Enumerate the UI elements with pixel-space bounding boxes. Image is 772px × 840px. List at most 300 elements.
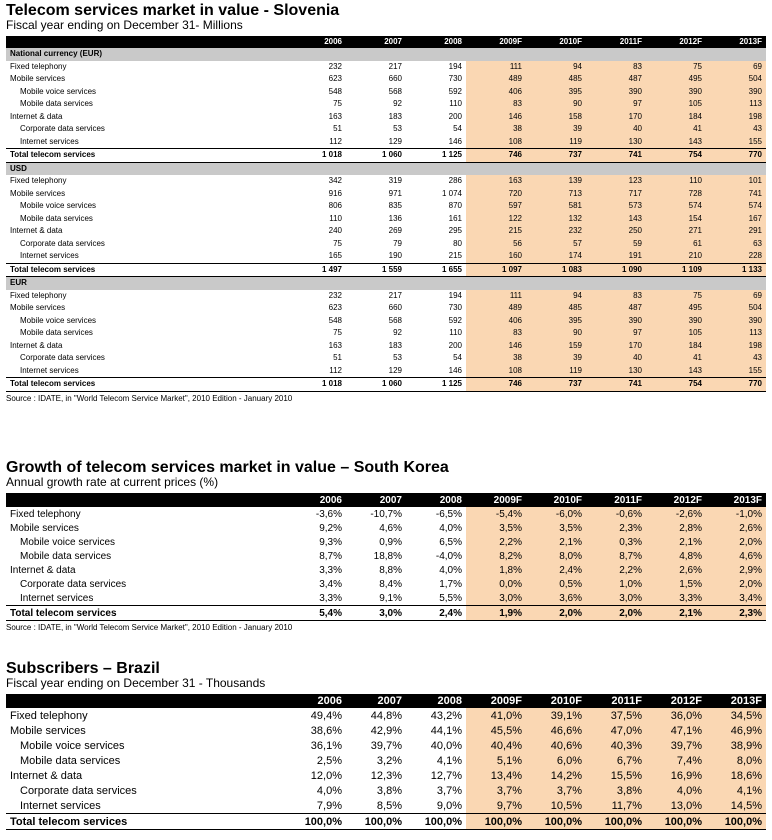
value-cell: 3,7% — [526, 783, 586, 798]
value-cell: 485 — [526, 73, 586, 86]
value-cell: 754 — [646, 378, 706, 392]
value-cell: 37,5% — [586, 708, 646, 723]
value-cell: 390 — [706, 86, 766, 99]
table-row — [6, 327, 766, 340]
block-heading-filler — [526, 48, 586, 61]
value-cell: 741 — [586, 378, 646, 392]
section-south-korea — [6, 459, 766, 633]
value-cell: 92 — [393, 99, 402, 109]
value-cell: 54 — [453, 353, 462, 363]
year-header: 2009F — [466, 694, 526, 708]
table-row — [6, 238, 766, 251]
value-cell: 16,9% — [646, 768, 706, 783]
row-label: Internet & data — [10, 769, 83, 782]
value-cell: 12,3% — [370, 769, 402, 782]
value-cell: 3,8% — [586, 783, 646, 798]
value-cell: 47,0% — [586, 723, 646, 738]
value-cell: 45,5% — [466, 723, 526, 738]
table-row — [6, 352, 766, 365]
value-cell: 737 — [526, 149, 586, 163]
value-cell: 7,4% — [646, 753, 706, 768]
value-cell: -6,0% — [526, 507, 586, 521]
value-cell: 105 — [646, 98, 706, 111]
value-cell: 395 — [526, 86, 586, 99]
value-cell: 100,0% — [346, 814, 406, 830]
value-cell: 75 — [646, 61, 706, 74]
value-cell: 61 — [646, 238, 706, 251]
value-cell: 2,0% — [586, 606, 646, 621]
section-brazil — [6, 660, 766, 830]
value-cell: 155 — [706, 365, 766, 378]
value-cell: 167 — [706, 213, 766, 226]
section-slovenia — [6, 2, 766, 404]
value-cell: 69 — [706, 61, 766, 74]
value-cell: 108 — [466, 365, 526, 378]
value-cell: 4,8% — [646, 549, 706, 563]
value-cell: 390 — [586, 86, 646, 99]
header-empty-cell — [6, 36, 286, 48]
value-cell: 38,6% — [310, 724, 342, 737]
value-cell: 46,9% — [706, 723, 766, 738]
value-cell: 174 — [526, 250, 586, 263]
value-cell: 160 — [466, 250, 526, 263]
value-cell: 2,3% — [586, 521, 646, 535]
value-cell: 8,5% — [376, 799, 402, 812]
value-cell: 4,1% — [436, 754, 462, 767]
value-cell: 75 — [333, 328, 342, 338]
value-cell: 737 — [526, 378, 586, 392]
row-label: Total telecom services — [6, 606, 286, 621]
table-row — [6, 250, 766, 263]
year-header: 2013F — [706, 36, 766, 48]
total-row — [6, 263, 766, 277]
value-cell: 568 — [388, 315, 402, 325]
year-header: 2010F — [526, 36, 586, 48]
value-cell: 63 — [706, 238, 766, 251]
value-cell: 143 — [646, 136, 706, 149]
value-cell: 4,0% — [646, 783, 706, 798]
value-cell: 2,2% — [586, 563, 646, 577]
value-cell: 39,7% — [370, 739, 402, 752]
value-cell: 1 097 — [466, 263, 526, 277]
table-row — [6, 290, 766, 303]
table-row — [6, 175, 766, 188]
value-cell: 215 — [466, 225, 526, 238]
table-row — [6, 535, 766, 549]
value-cell: 741 — [586, 149, 646, 163]
value-cell: 3,0% — [346, 606, 406, 621]
value-cell: 75 — [333, 238, 342, 248]
value-cell: 8,8% — [379, 564, 402, 576]
value-cell: 41 — [646, 352, 706, 365]
value-cell: 5,5% — [439, 592, 462, 604]
table-row — [6, 188, 766, 201]
value-cell: 57 — [526, 238, 586, 251]
block-heading-filler — [706, 48, 766, 61]
row-label: Corporate data services — [20, 353, 105, 363]
value-cell: 395 — [526, 315, 586, 328]
value-cell: 163 — [466, 175, 526, 188]
value-cell: 746 — [466, 149, 526, 163]
value-cell: 159 — [526, 340, 586, 353]
value-cell: 36,0% — [646, 708, 706, 723]
value-cell: 100,0% — [526, 814, 586, 830]
total-row — [6, 606, 766, 621]
value-cell: 4,0% — [316, 784, 342, 797]
table-row — [6, 225, 766, 238]
value-cell: 111 — [466, 290, 526, 303]
row-label: Total telecom services — [6, 263, 286, 277]
value-cell: 390 — [646, 86, 706, 99]
row-label: Fixed telephony — [10, 709, 88, 722]
value-cell: 97 — [586, 327, 646, 340]
value-cell: 112 — [329, 365, 342, 375]
value-cell: 8,7% — [586, 549, 646, 563]
block-heading-filler — [706, 277, 766, 290]
value-cell: 194 — [448, 290, 462, 300]
year-header: 2008 — [406, 493, 466, 507]
row-label: Total telecom services — [6, 814, 286, 830]
value-cell: 83 — [586, 61, 646, 74]
value-cell: 623 — [328, 303, 342, 313]
value-cell: 4,1% — [706, 783, 766, 798]
value-cell: 870 — [448, 201, 462, 211]
section-subtitle: Annual growth rate at current prices (%) — [6, 475, 219, 489]
year-header: 2013F — [706, 493, 766, 507]
value-cell: 232 — [328, 290, 342, 300]
block-heading-filler — [526, 277, 586, 290]
value-cell: 183 — [388, 340, 402, 350]
table-row — [6, 798, 766, 814]
value-cell: 717 — [586, 188, 646, 201]
value-cell: -3,6% — [315, 508, 342, 520]
value-cell: 7,9% — [316, 799, 342, 812]
year-header: 2011F — [586, 493, 646, 507]
table-row — [6, 213, 766, 226]
row-label: Mobile voice services — [20, 739, 125, 752]
value-cell: 1 125 — [406, 378, 466, 392]
row-label: Internet & data — [10, 226, 63, 236]
block-heading: EUR — [6, 277, 286, 290]
value-cell: 184 — [646, 111, 706, 124]
value-cell: 1 125 — [406, 149, 466, 163]
value-cell: 495 — [646, 302, 706, 315]
value-cell: 1 090 — [586, 263, 646, 277]
value-cell: 592 — [448, 315, 462, 325]
value-cell: 154 — [646, 213, 706, 226]
table-row — [6, 591, 766, 606]
value-cell: 286 — [448, 176, 462, 186]
value-cell: 119 — [526, 365, 586, 378]
slovenia-value-table — [6, 36, 766, 392]
value-cell: 100,0% — [646, 814, 706, 830]
value-cell: 1,0% — [586, 577, 646, 591]
value-cell: 720 — [466, 188, 526, 201]
block-heading-row — [6, 48, 766, 61]
row-label: Internet & data — [10, 111, 63, 121]
block-heading-filler — [346, 48, 406, 61]
value-cell: 269 — [388, 226, 402, 236]
block-heading-filler — [646, 48, 706, 61]
row-label: Mobile data services — [20, 328, 93, 338]
row-label: Internet & data — [10, 340, 63, 350]
section-title: Growth of telecom services market in value – South Korea — [6, 459, 449, 476]
value-cell: 746 — [466, 378, 526, 392]
value-cell: 190 — [388, 251, 402, 261]
value-cell: 597 — [466, 200, 526, 213]
value-cell: -6,5% — [435, 508, 462, 520]
table-row — [6, 365, 766, 378]
value-cell: 3,3% — [646, 591, 706, 606]
row-label: Internet services — [20, 799, 101, 812]
value-cell: -5,4% — [466, 507, 526, 521]
value-cell: 12,0% — [310, 769, 342, 782]
value-cell: 730 — [448, 74, 462, 84]
block-heading-filler — [346, 162, 406, 175]
value-cell: 42,9% — [370, 724, 402, 737]
row-label: Total telecom services — [6, 378, 286, 392]
value-cell: 2,2% — [466, 535, 526, 549]
value-cell: 47,1% — [646, 723, 706, 738]
table-row — [6, 302, 766, 315]
value-cell: 83 — [586, 290, 646, 303]
row-label: Mobile data services — [20, 213, 93, 223]
source-note: Source : IDATE, in "World Telecom Service Market", 2010 Edition - January 2010 — [6, 393, 293, 403]
value-cell: 9,0% — [436, 799, 462, 812]
value-cell: -2,6% — [646, 507, 706, 521]
table-row — [6, 521, 766, 535]
value-cell: 8,4% — [379, 578, 402, 590]
value-cell: 132 — [526, 213, 586, 226]
value-cell: 210 — [646, 250, 706, 263]
value-cell: 1,9% — [466, 606, 526, 621]
block-heading-filler — [466, 48, 526, 61]
row-label: Internet services — [20, 251, 79, 261]
row-label: Mobile services — [10, 303, 66, 313]
value-cell: 18,8% — [373, 550, 402, 562]
table-row — [6, 563, 766, 577]
value-cell: 3,7% — [436, 784, 462, 797]
row-label: Mobile voice services — [20, 536, 116, 548]
table-row — [6, 123, 766, 136]
row-label: Mobile voice services — [20, 201, 97, 211]
value-cell: 38 — [466, 123, 526, 136]
value-cell: 75 — [333, 99, 342, 109]
value-cell: 14,5% — [706, 798, 766, 814]
value-cell: 43,2% — [430, 709, 462, 722]
year-header: 2006 — [286, 694, 346, 708]
value-cell: 1 060 — [346, 149, 406, 163]
value-cell: 5,1% — [466, 753, 526, 768]
value-cell: 97 — [586, 98, 646, 111]
value-cell: 184 — [646, 340, 706, 353]
value-cell: 39,1% — [526, 708, 586, 723]
table-row — [6, 753, 766, 768]
block-heading-row — [6, 277, 766, 290]
value-cell: 2,5% — [316, 754, 342, 767]
value-cell: 105 — [646, 327, 706, 340]
value-cell: 390 — [646, 315, 706, 328]
value-cell: 43 — [706, 352, 766, 365]
value-cell: 1 018 — [286, 149, 346, 163]
value-cell: 592 — [448, 86, 462, 96]
value-cell: 3,6% — [526, 591, 586, 606]
value-cell: 217 — [388, 290, 402, 300]
total-row — [6, 378, 766, 392]
value-cell: 568 — [388, 86, 402, 96]
value-cell: 770 — [706, 378, 766, 392]
value-cell: 489 — [466, 73, 526, 86]
value-cell: -10,7% — [370, 508, 402, 520]
table-row — [6, 86, 766, 99]
value-cell: 6,5% — [439, 536, 462, 548]
header-empty-cell — [6, 694, 286, 708]
block-heading-filler — [586, 48, 646, 61]
value-cell: 100,0% — [286, 814, 346, 830]
value-cell: 130 — [586, 365, 646, 378]
value-cell: 319 — [388, 176, 402, 186]
row-label: Fixed telephony — [10, 508, 81, 520]
table-row — [6, 783, 766, 798]
value-cell: 1,5% — [646, 577, 706, 591]
value-cell: 3,7% — [466, 783, 526, 798]
value-cell: 8,0% — [526, 549, 586, 563]
value-cell: 660 — [388, 74, 402, 84]
value-cell: 342 — [328, 176, 342, 186]
value-cell: 49,4% — [310, 709, 342, 722]
value-cell: 2,0% — [706, 535, 766, 549]
row-label: Mobile data services — [20, 550, 112, 562]
value-cell: 146 — [466, 340, 526, 353]
value-cell: 623 — [328, 74, 342, 84]
value-cell: 38 — [466, 352, 526, 365]
table-row — [6, 768, 766, 783]
value-cell: 2,4% — [526, 563, 586, 577]
value-cell: 39 — [526, 123, 586, 136]
value-cell: 1 109 — [646, 263, 706, 277]
value-cell: 3,3% — [319, 592, 342, 604]
block-heading: National currency (EUR) — [6, 48, 286, 61]
value-cell: 53 — [393, 353, 402, 363]
value-cell: 2,1% — [646, 535, 706, 549]
row-label: Internet services — [20, 136, 79, 146]
value-cell: 2,9% — [706, 563, 766, 577]
value-cell: 92 — [393, 328, 402, 338]
value-cell: 59 — [586, 238, 646, 251]
table-row — [6, 61, 766, 74]
value-cell: 291 — [706, 225, 766, 238]
table-row — [6, 577, 766, 591]
value-cell: 548 — [328, 86, 342, 96]
block-heading-filler — [466, 162, 526, 175]
block-heading-filler — [346, 277, 406, 290]
row-label: Mobile data services — [20, 754, 121, 767]
value-cell: 3,4% — [319, 578, 342, 590]
total-row — [6, 149, 766, 163]
block-heading-filler — [586, 277, 646, 290]
year-header: 2007 — [346, 694, 406, 708]
year-header: 2007 — [346, 36, 406, 48]
value-cell: 13,4% — [466, 768, 526, 783]
value-cell: 36,1% — [310, 739, 342, 752]
value-cell: 111 — [466, 61, 526, 74]
row-label: Fixed telephony — [10, 290, 67, 300]
year-header: 2012F — [646, 694, 706, 708]
value-cell: 6,0% — [526, 753, 586, 768]
value-cell: 54 — [453, 124, 462, 134]
value-cell: 1 655 — [406, 263, 466, 277]
value-cell: 183 — [388, 111, 402, 121]
value-cell: 573 — [586, 200, 646, 213]
value-cell: 2,0% — [706, 577, 766, 591]
value-cell: 504 — [706, 73, 766, 86]
south-korea-growth-table — [6, 493, 766, 621]
block-heading-filler — [286, 277, 346, 290]
year-header: 2008 — [406, 694, 466, 708]
value-cell: 14,2% — [526, 768, 586, 783]
value-cell: 4,0% — [439, 564, 462, 576]
row-label: Fixed telephony — [10, 176, 67, 186]
value-cell: 3,2% — [376, 754, 402, 767]
value-cell: 485 — [526, 302, 586, 315]
block-heading-filler — [406, 162, 466, 175]
value-cell: 660 — [388, 303, 402, 313]
value-cell: 581 — [526, 200, 586, 213]
value-cell: 165 — [328, 251, 342, 261]
value-cell: 15,5% — [586, 768, 646, 783]
value-cell: 4,6% — [379, 522, 402, 534]
row-label: Total telecom services — [6, 149, 286, 163]
value-cell: 112 — [329, 136, 342, 146]
row-label: Mobile data services — [20, 99, 93, 109]
value-cell: 2,3% — [706, 606, 766, 621]
value-cell: 40,3% — [586, 738, 646, 753]
value-cell: 9,3% — [319, 536, 342, 548]
value-cell: 2,8% — [646, 521, 706, 535]
value-cell: 6,7% — [586, 753, 646, 768]
value-cell: 129 — [388, 365, 402, 375]
value-cell: 548 — [328, 315, 342, 325]
year-header: 2006 — [286, 36, 346, 48]
value-cell: 728 — [646, 188, 706, 201]
table-header-row — [6, 694, 766, 708]
row-label: Corporate data services — [20, 124, 105, 134]
value-cell: 108 — [466, 136, 526, 149]
table-row — [6, 708, 766, 723]
block-heading-filler — [646, 277, 706, 290]
value-cell: 41 — [646, 123, 706, 136]
value-cell: 0,5% — [526, 577, 586, 591]
value-cell: 504 — [706, 302, 766, 315]
value-cell: 100,0% — [706, 814, 766, 830]
value-cell: 44,8% — [370, 709, 402, 722]
row-label: Corporate data services — [20, 238, 105, 248]
value-cell: 163 — [328, 111, 342, 121]
value-cell: 228 — [706, 250, 766, 263]
value-cell: 3,0% — [586, 591, 646, 606]
value-cell: 240 — [328, 226, 342, 236]
row-label: Mobile services — [10, 522, 79, 534]
brazil-subscribers-table — [6, 694, 766, 830]
table-row — [6, 507, 766, 521]
section-subtitle: Fiscal year ending on December 31 - Thousands — [6, 676, 266, 690]
value-cell: 51 — [333, 124, 342, 134]
year-header: 2010F — [526, 493, 586, 507]
value-cell: 2,1% — [646, 606, 706, 621]
value-cell: 90 — [526, 327, 586, 340]
section-subtitle: Fiscal year ending on December 31- Millions — [6, 18, 243, 32]
value-cell: 806 — [328, 201, 342, 211]
